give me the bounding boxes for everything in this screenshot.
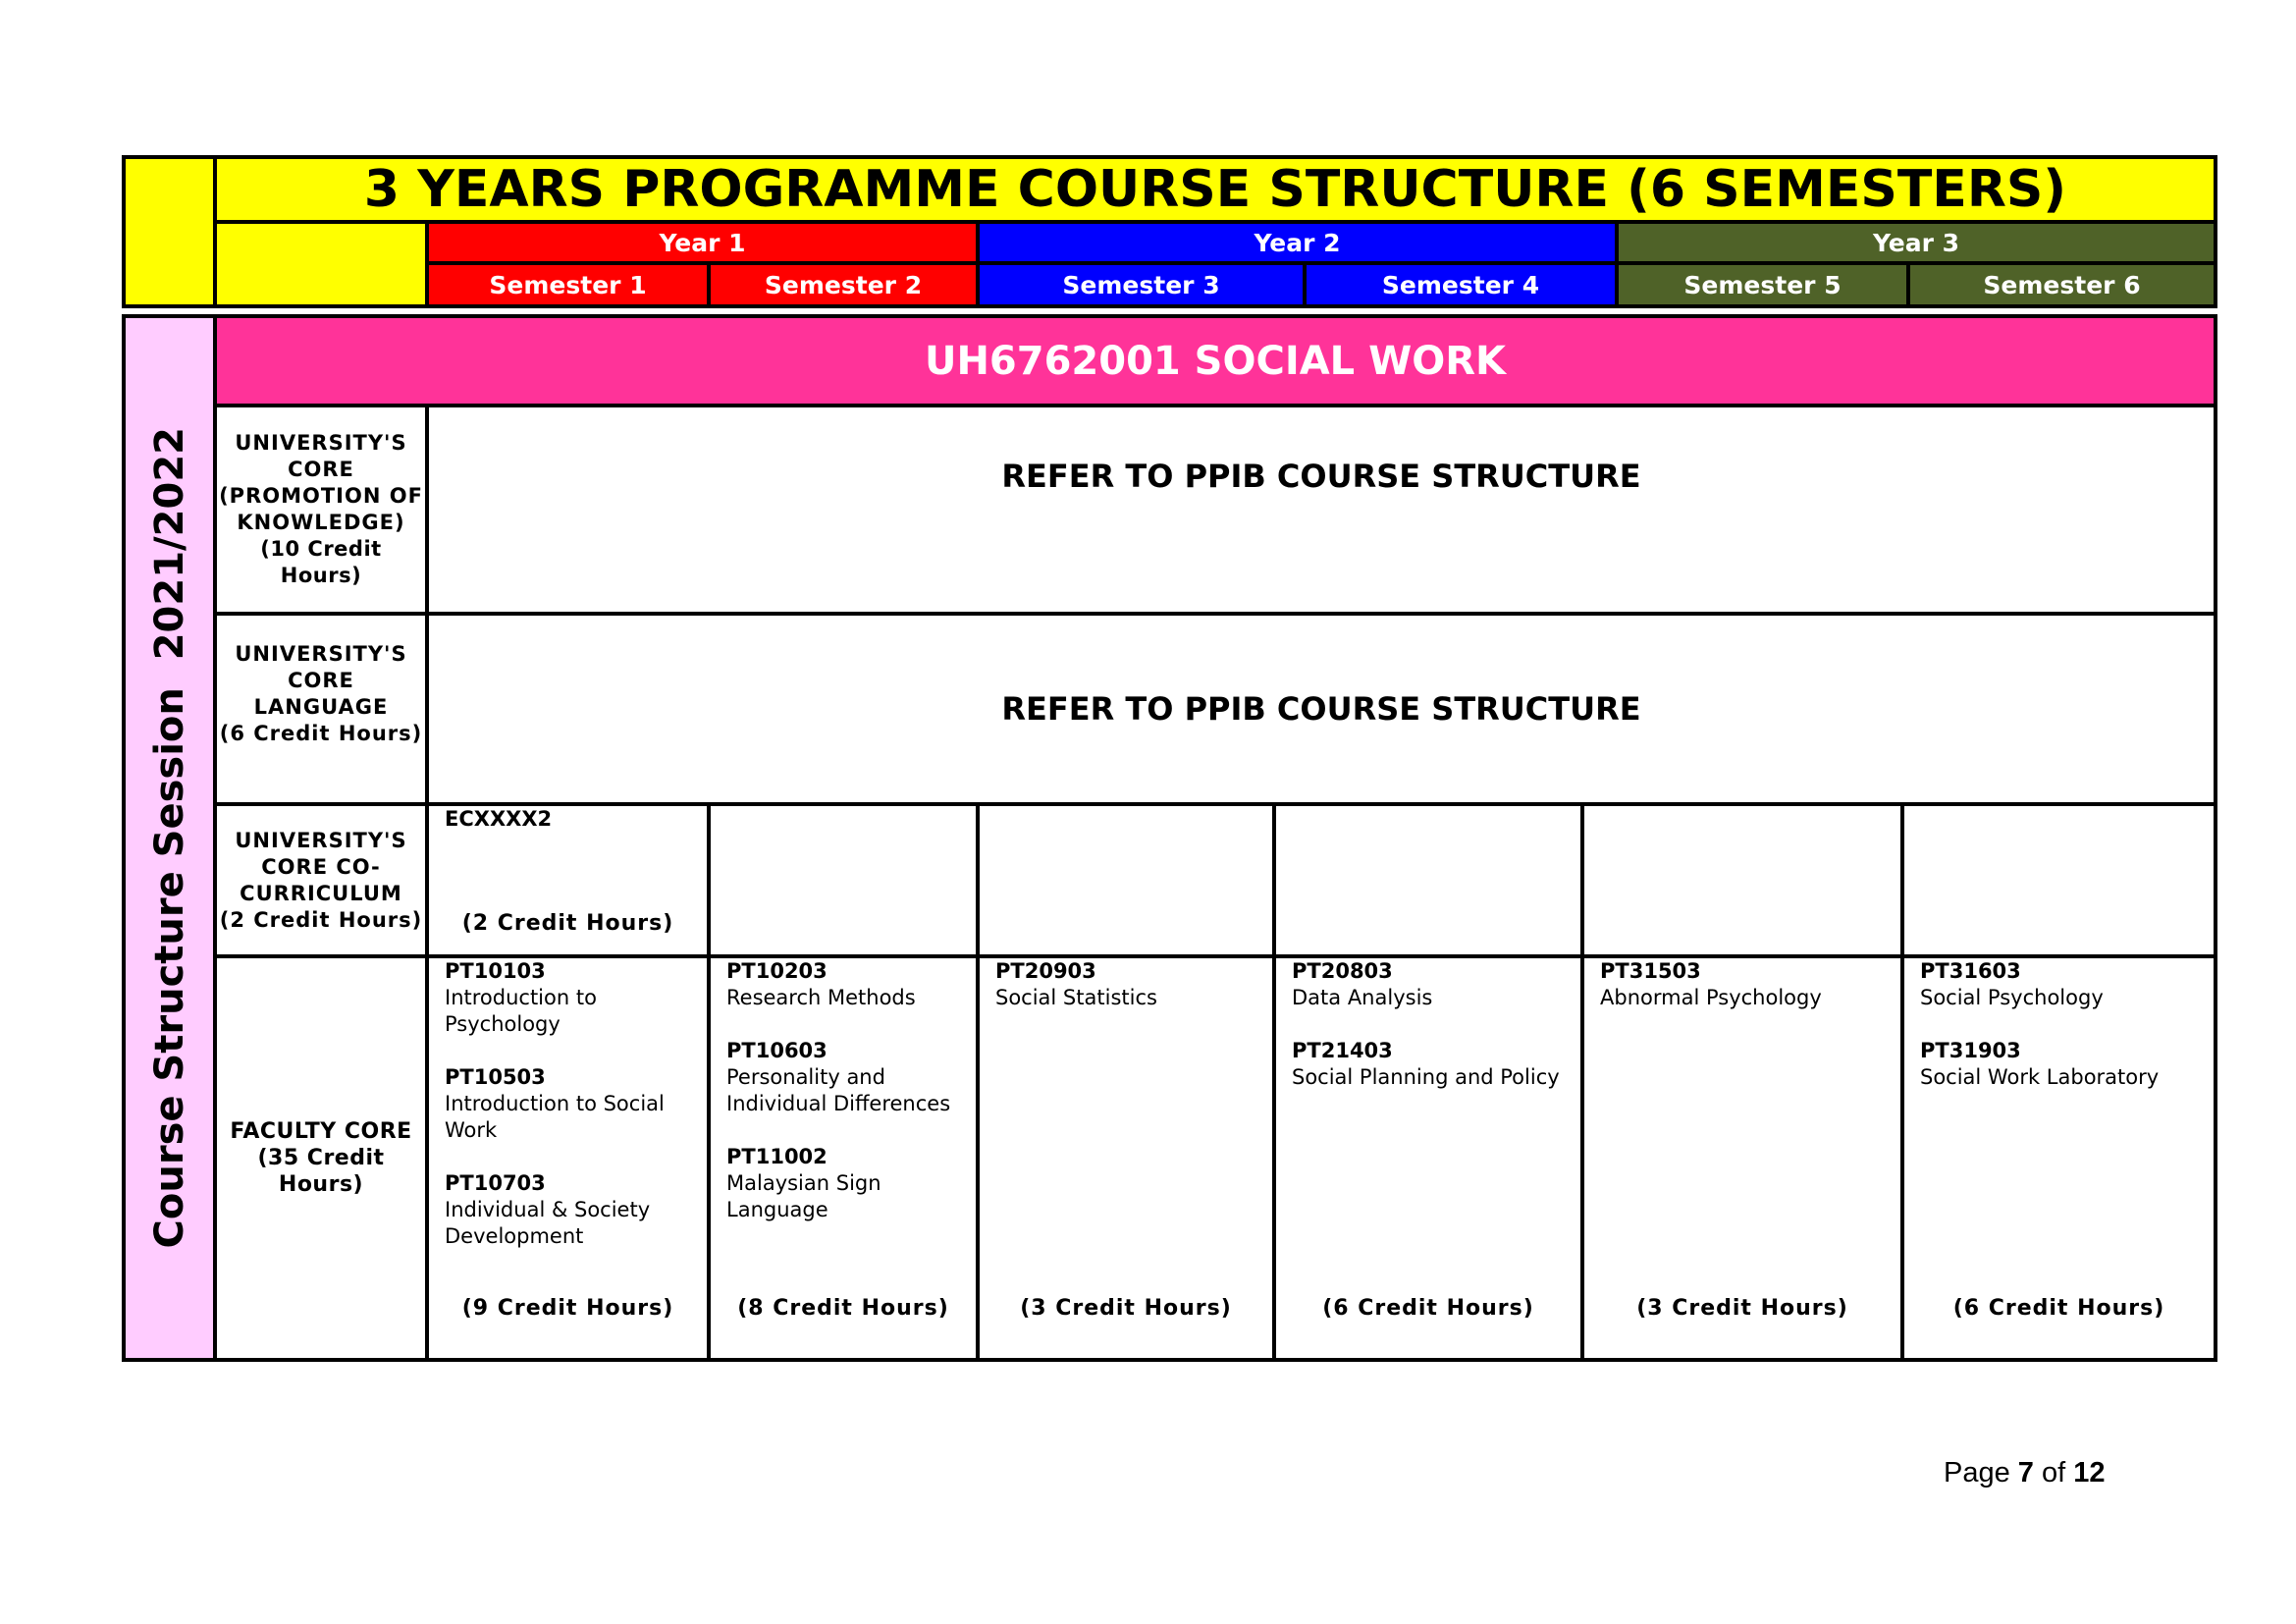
promotion-refer-text: REFER TO PPIB COURSE STRUCTURE xyxy=(429,407,2214,612)
course-name: Research Methods xyxy=(726,986,916,1009)
course-item xyxy=(1292,958,1575,1011)
credit-hours: (9 Credit Hours) xyxy=(461,1296,674,1321)
course-item xyxy=(1920,958,2208,1011)
course-name: Social Planning and Policy xyxy=(1292,1065,1560,1089)
course-name: Introduction to Social Work xyxy=(445,1092,665,1142)
session-label: Course Structure Session 2021/2022 xyxy=(146,427,192,1249)
course-code: PT20903 xyxy=(995,959,1096,983)
language-refer-text: REFER TO PPIB COURSE STRUCTURE xyxy=(429,616,2214,802)
course-name: Social Work Laboratory xyxy=(1920,1065,2160,1089)
course-name: Malaysian Sign Language xyxy=(726,1171,881,1221)
course-item xyxy=(995,958,1266,1011)
course-item xyxy=(726,1144,970,1223)
credit-hours: (3 Credit Hours) xyxy=(1020,1296,1232,1321)
semester-6-header: Semester 6 xyxy=(1910,265,2214,304)
faculty-sem3-cell xyxy=(980,958,1272,1358)
cocurriculum-sem5-cell xyxy=(1584,806,1900,954)
page-number: Page 7 of 12 xyxy=(1944,1457,2106,1489)
course-item xyxy=(445,958,701,1038)
year-3-header: Year 3 xyxy=(1619,224,2214,261)
course-code: ECXXXX2 xyxy=(445,807,553,831)
course-code: PT10503 xyxy=(445,1065,546,1089)
course-code: PT31903 xyxy=(1920,1039,2021,1062)
year-1-header: Year 1 xyxy=(429,224,976,261)
course-list xyxy=(995,958,1266,1038)
course-code: PT31603 xyxy=(1920,959,2021,983)
credit-hours: (6 Credit Hours) xyxy=(1322,1296,1534,1321)
semester-1-header: Semester 1 xyxy=(429,265,707,304)
course-code: PT10703 xyxy=(445,1171,546,1195)
row-label-promotion: UNIVERSITY'S CORE (PROMOTION OF KNOWLEDGE) (10 Credit Hours) xyxy=(217,407,425,612)
course-code: PT20803 xyxy=(1292,959,1393,983)
course-item xyxy=(445,1170,701,1250)
course-item xyxy=(726,1038,970,1117)
course-name: Social Psychology xyxy=(1920,986,2104,1009)
course-item xyxy=(1600,958,1895,1011)
programme-title: UH6762001 SOCIAL WORK xyxy=(217,318,2214,404)
cocurriculum-sem4-cell xyxy=(1276,806,1580,954)
course-list xyxy=(1920,958,2208,1117)
page-title: 3 YEARS PROGRAMME COURSE STRUCTURE (6 SEMESTERS) xyxy=(217,159,2214,220)
course-code: PT31503 xyxy=(1600,959,1701,983)
cocurriculum-sem3-cell xyxy=(980,806,1272,954)
header-corner-cell xyxy=(126,159,213,304)
course-item xyxy=(726,958,970,1011)
faculty-sem6-cell xyxy=(1904,958,2214,1358)
session-side-cell xyxy=(126,318,213,1358)
row-label-cocurriculum: UNIVERSITY'S CORE CO- CURRICULUM (2 Credit Hours) xyxy=(217,806,425,954)
course-code: PT10203 xyxy=(726,959,828,983)
semester-3-header: Semester 3 xyxy=(980,265,1303,304)
row-label-language: UNIVERSITY'S CORE LANGUAGE (6 Credit Hours) xyxy=(217,616,425,802)
course-name: Social Statistics xyxy=(995,986,1157,1009)
semester-2-header: Semester 2 xyxy=(711,265,976,304)
course-list xyxy=(726,958,970,1250)
faculty-sem2-cell xyxy=(711,958,976,1358)
credit-hours: (6 Credit Hours) xyxy=(1952,1296,2165,1321)
year-2-header: Year 2 xyxy=(980,224,1615,261)
credit-hours: (2 Credit Hours) xyxy=(461,911,674,936)
cocurriculum-sem6-cell xyxy=(1904,806,2214,954)
semester-4-header: Semester 4 xyxy=(1307,265,1615,304)
credit-hours: (8 Credit Hours) xyxy=(737,1296,949,1321)
course-list xyxy=(1292,958,1575,1117)
course-list xyxy=(1600,958,1895,1038)
course-item xyxy=(1920,1038,2208,1091)
semester-5-header: Semester 5 xyxy=(1619,265,1906,304)
course-code: PT11002 xyxy=(726,1145,828,1168)
course-item xyxy=(1292,1038,1575,1091)
row-label-faculty: FACULTY CORE (35 Credit Hours) xyxy=(217,958,425,1358)
course-name: Abnormal Psychology xyxy=(1600,986,1822,1009)
course-item xyxy=(445,1064,701,1144)
course-name: Personality and Individual Differences xyxy=(726,1065,951,1115)
header-blank-cell xyxy=(217,224,425,304)
course-name: Introduction to Psychology xyxy=(445,986,597,1036)
faculty-sem5-cell xyxy=(1584,958,1900,1358)
cocurriculum-sem1-cell xyxy=(429,806,707,954)
course-code: PT10103 xyxy=(445,959,546,983)
credit-hours: (3 Credit Hours) xyxy=(1636,1296,1848,1321)
course-name: Data Analysis xyxy=(1292,986,1433,1009)
faculty-sem4-cell xyxy=(1276,958,1580,1358)
course-name: Individual & Society Development xyxy=(445,1198,651,1248)
cocurriculum-sem2-cell xyxy=(711,806,976,954)
course-code: PT21403 xyxy=(1292,1039,1393,1062)
course-list xyxy=(445,958,701,1276)
course-code: PT10603 xyxy=(726,1039,828,1062)
faculty-sem1-cell xyxy=(429,958,707,1358)
